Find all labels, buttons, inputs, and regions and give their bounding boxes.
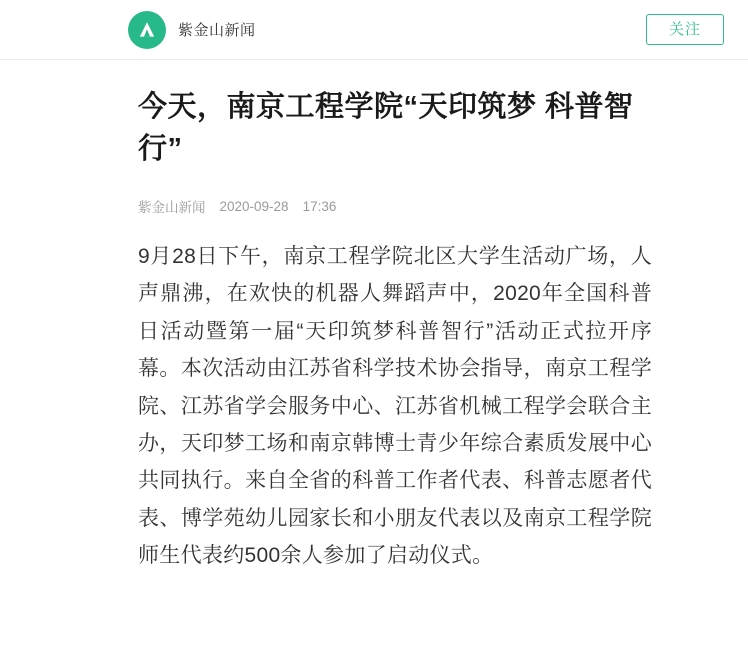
account-name: 紫金山新闻 — [178, 22, 256, 39]
mountain-logo-icon — [128, 11, 166, 49]
article-date: 2020-09-28 — [219, 198, 289, 214]
publisher-header — [0, 0, 748, 60]
follow-button[interactable]: 关注 — [646, 14, 724, 45]
article-source: 紫金山新闻 — [138, 200, 206, 216]
article-meta — [138, 196, 652, 216]
article-body: 9月28日下午，南京工程学院北区大学生活动广场，人声鼎沸，在欢快的机器人舞蹈声中，2020年全国科普日活动暨第一届“天印筑梦科普智行”活动正式拉开序幕。本次活动由江苏省科学技术协会指导，南京工程学院、江苏省学会服务中心、江苏省机械工程学会联合主办，天印梦工场和南京韩博士青少年综合素质发展中心共同执行。来自全省的科普工作者代表、科普志愿者代表、博学苑幼儿园家长和小朋友代表以及南京工程学院师生代表约500余人参加了启动仪式。 — [138, 245, 652, 568]
article-container — [0, 60, 748, 574]
article-time: 17:36 — [302, 198, 337, 214]
page-title: 今天，南京工程学院“天印筑梦 科普智行” — [138, 91, 634, 166]
